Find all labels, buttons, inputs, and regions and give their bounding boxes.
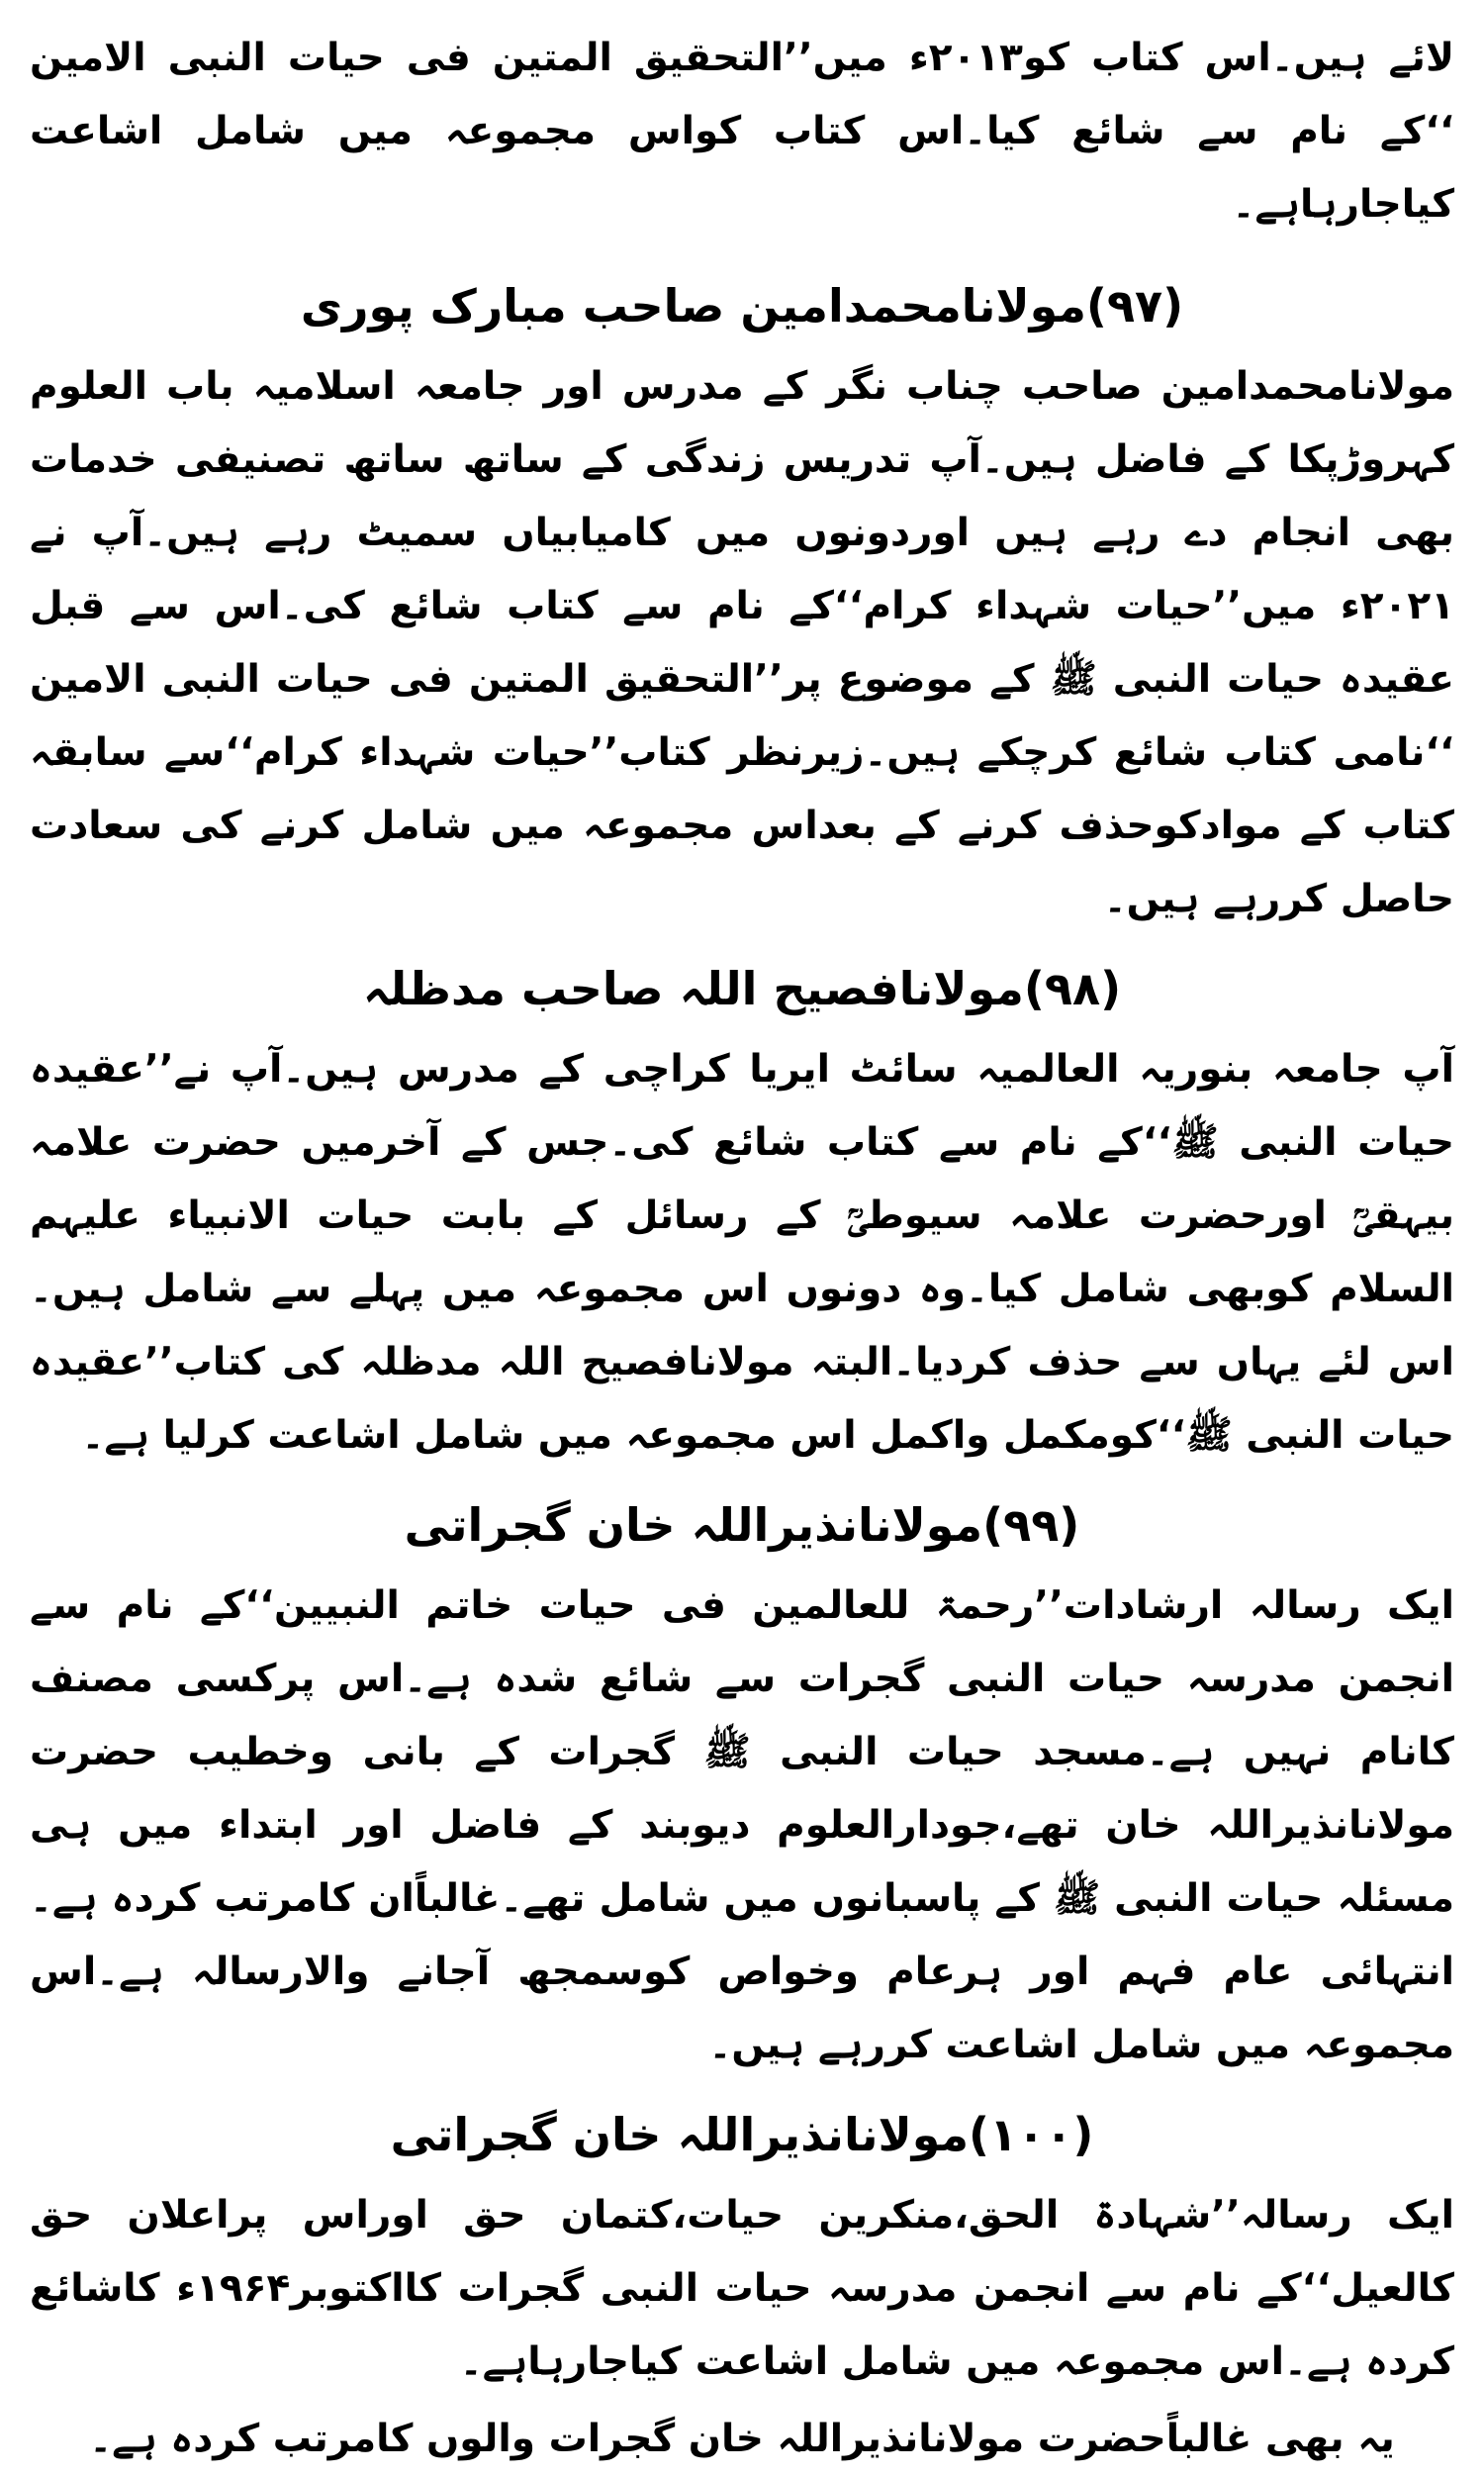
section-97-paragraph: مولانامحمدامین صاحب چناب نگر کے مدرس اور جامعہ اسلامیہ باب العلوم کہروڑپکا کے فاضل ہیں۔آپ تدریس زندگی کے ساتھ ساتھ تصنیفی خدمات بھی انجام دے رہے ہیں اوردونوں میں کامیابیاں سمیٹ رہے ہیں۔آپ نے ۲۰۲۱ء میں’’حیات شہداء کرام‘‘کے نام سے کتاب شائع کی۔اس سے قبل عقیدہ حیات النبی ﷺ کے موضوع پر’’التحقیق المتین فی حیات النبی الامین ‘‘نامی کتاب شائع کرچکے ہیں۔زیرنظر کتاب’’حیات شہداء کرام‘‘سے سابقہ کتاب کے موادکوحذف کرنے کے بعداس مجموعہ میں شامل کرنے کی سعادت حاصل کررہے ہیں۔ xyxy=(30,364,1454,921)
section-98-heading: (۹۸)مولانافصیح اللہ صاحب مدظلہ xyxy=(362,962,1122,1015)
document-page xyxy=(30,22,1454,2461)
section-99-paragraph: ایک رسالہ ارشادات’’رحمۃ للعالمین فی حیات خاتم النبیین‘‘کے نام سے انجمن مدرسہ حیات النبی گجرات سے شائع شدہ ہے۔اس پرکسی مصنف کانام نہیں ہے۔مسجد حیات النبی ﷺ گجرات کے بانی وخطیب حضرت مولانانذیراللہ خان تھے،جودارالعلوم دیوبند کے فاضل اور ابتداء میں ہی مسئلہ حیات النبی ﷺ کے پاسبانوں میں شامل تھے۔غالباًان کامرتب کردہ ہے۔انتہائی عام فہم اور ہرعام وخواص کوسمجھ آجانے والارسالہ ہے۔اس مجموعہ میں شامل اشاعت کررہے ہیں۔ xyxy=(30,1583,1454,2067)
section-97-heading: (۹۷)مولانامحمدامین صاحب مبارک پوری xyxy=(300,279,1184,333)
section-100-note: یہ بھی غالباًحضرت مولانانذیراللہ خان گجرات والوں کامرتب کردہ ہے۔ xyxy=(89,2417,1395,2461)
section-98-paragraph: آپ جامعہ بنوریہ العالمیہ سائٹ ایریا کراچی کے مدرس ہیں۔آپ نے’’عقیدہ حیات النبی ﷺ‘‘کے نام سے کتاب شائع کی۔جس کے آخرمیں حضرت علامہ بیہقیؒ اورحضرت علامہ سیوطیؒ کے رسائل کے بابت حیات الانبیاء علیہم السلام کوبھی شامل کیا۔وہ دونوں اس مجموعہ میں پہلے سے شامل ہیں۔اس لئے یہاں سے حذف کردیا۔البتہ مولانافصیح اللہ مدظلہ کی کتاب’’عقیدہ حیات النبی ﷺ‘‘کومکمل واکمل اس مجموعہ میں شامل اشاعت کرلیا ہے۔ xyxy=(30,1047,1454,1458)
section-100-heading: (۱۰۰)مولانانذیراللہ خان گجراتی xyxy=(390,2108,1094,2161)
section-100-paragraph: ایک رسالہ’’شہادۃ الحق،منکرین حیات،کتمان حق اوراس پراعلان حق کالعیل‘‘کے نام سے انجمن مدرسہ حیات النبی گجرات کااکتوبر۱۹۶۴ء کاشائع کردہ ہے۔اس مجموعہ میں شامل اشاعت کیاجارہاہے۔ xyxy=(30,2193,1454,2384)
intro-paragraph: لائے ہیں۔اس کتاب کو۲۰۱۳ء میں’’التحقیق المتین فی حیات النبی الامین ‘‘کے نام سے شائع کیا۔اس کتاب کواس مجموعہ میں شامل اشاعت کیاجارہاہے۔ xyxy=(30,36,1454,227)
section-99-heading: (۹۹)مولانانذیراللہ خان گجراتی xyxy=(404,1498,1080,1552)
